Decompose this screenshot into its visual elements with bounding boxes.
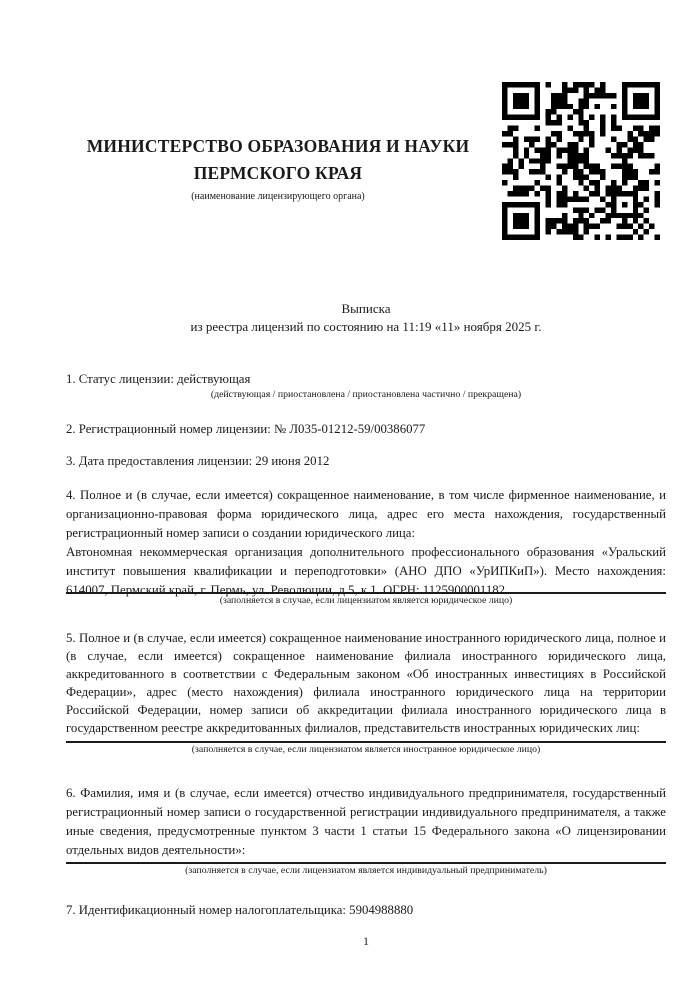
item-5-caption: (заполняется в случае, если лицензиатом является иностранное юридическое лицо) xyxy=(191,744,541,755)
ministry-name-caption: (наименование лицензирующего органа) xyxy=(191,191,365,202)
item-1-license-status: 1. Статус лицензии: действующая xyxy=(66,372,251,386)
item-1-caption: (действующая / приостановлена / приостановлена частично / прекращена) xyxy=(210,389,522,400)
page-number: 1 xyxy=(363,934,369,948)
item-4-legal-entity-statement: 4. Полное и (в случае, если имеется) сокращенное наименование, в том числе фирменное наименование, и организационно-правовая форма юридического лица, адрес его места нахождения, государственный регистрационный номер записи о создании юридического лица: xyxy=(66,488,666,540)
item-4-caption: (заполняется в случае, если лицензиатом является юридическое лицо) xyxy=(219,595,513,606)
document-body xyxy=(66,300,666,950)
qr-code-image xyxy=(502,82,660,240)
qr-code xyxy=(502,82,660,240)
ministry-name-line1: МИНИСТЕРСТВО ОБРАЗОВАНИЯ И НАУКИ xyxy=(86,136,470,156)
document-title-line1: Выписка xyxy=(341,301,391,316)
document-title-line2: из реестра лицензий по состоянию на 11:19 «11» ноября 2025 г. xyxy=(190,319,542,334)
item-4-legal-entity-value: Автономная некоммерческая организация дополнительного профессионального образования «Уральский институт повышения квалификации и переподготовки» (АНО ДПО «УрИПКиП»). Место нахождения: 614007, Пермский край, г. Пермь, ул. Революции, д.5, к.1. ОГРН: 1125900001182. xyxy=(66,545,666,597)
item-3-license-date: 3. Дата предоставления лицензии: 29 июня 2012 xyxy=(66,454,330,468)
item-2-registration-number: 2. Регистрационный номер лицензии: № Л035-01212-59/00386077 xyxy=(66,422,426,436)
item-6-entrepreneur-statement: 6. Фамилия, имя и (в случае, если имеется) отчество индивидуального предпринимателя, государственный регистрационный номер записи о государственной регистрации индивидуального предпринимателя, а также иные сведения, предусмотренные пунктом 3 части 1 статьи 15 Федерального закона «О лицензировании отдельных видов деятельности»: xyxy=(66,786,666,857)
item-6-caption: (заполняется в случае, если лицензиатом является индивидуальный предприниматель) xyxy=(185,865,547,876)
licensing-authority-header xyxy=(66,133,490,204)
document-title xyxy=(66,300,666,336)
item-7-taxpayer-number: 7. Идентификационный номер налогоплательщика: 5904988880 xyxy=(66,903,414,917)
ministry-name-line2: ПЕРМСКОГО КРАЯ xyxy=(193,163,363,183)
item-5-foreign-entity-statement: 5. Полное и (в случае, если имеется) сокращенное наименование иностранного юридического лица, полное и (в случае, если имеется) сокращенное наименование филиала иностранного юридического лица, аккредитованного в соответствии с Федеральным законом «Об иностранных инвестициях в Российской Федерации», адрес (место нахождения) филиала иностранного юридического лица на территории Российской Федерации, номер записи об аккредитации филиала иностранного юридического лица в государственном реестре аккредитованных филиалов, представительств иностранных юридических лиц: xyxy=(66,631,666,735)
